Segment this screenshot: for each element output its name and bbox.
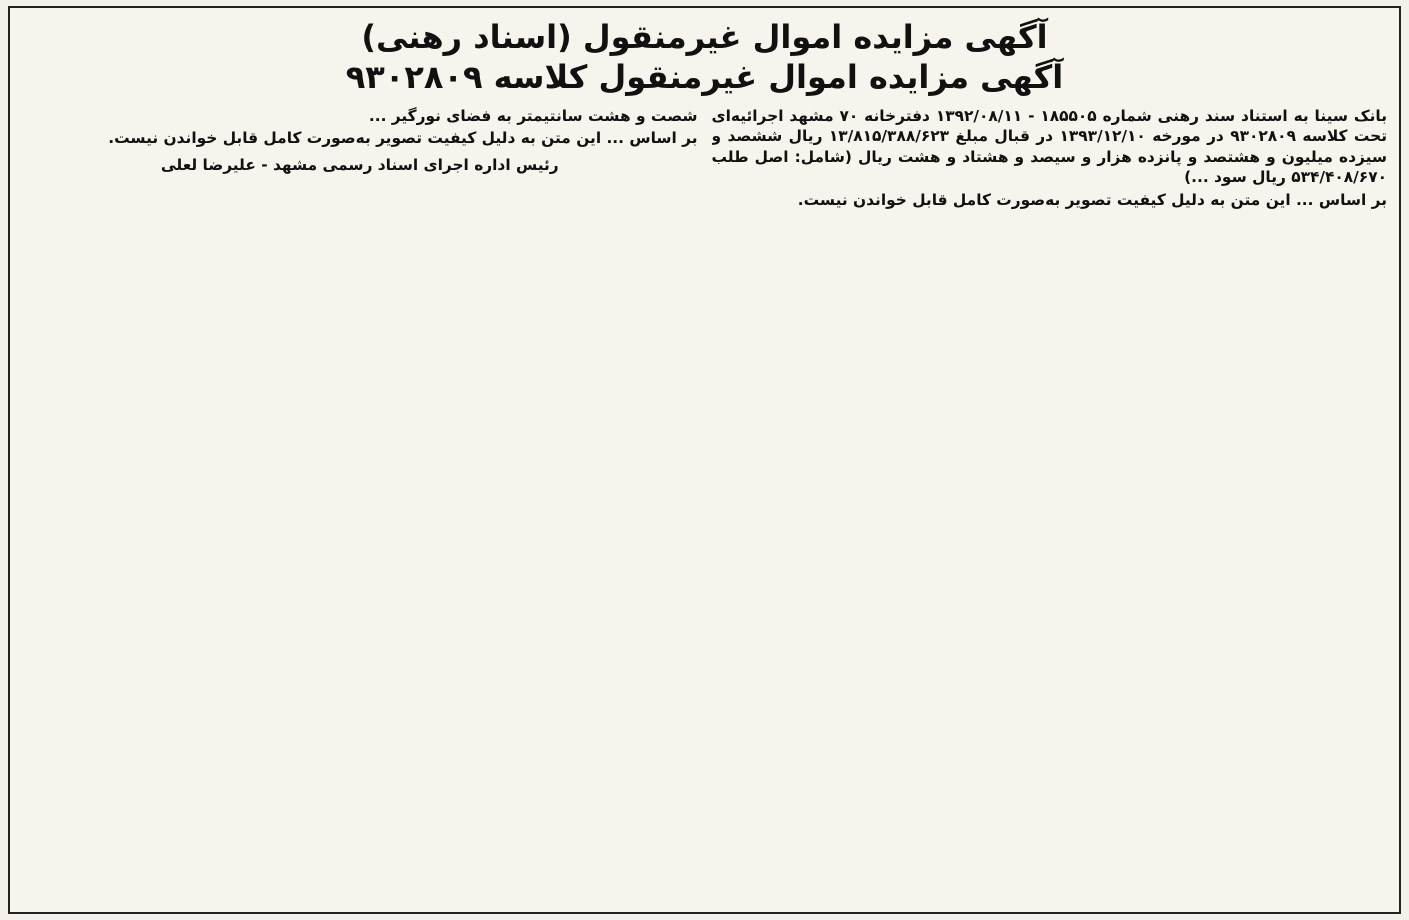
right-paragraph: بر اساس ... این متن به دلیل کیفیت تصویر به‌صورت کامل قابل خواندن نیست. <box>797 190 1387 209</box>
ad-body <box>22 106 1387 898</box>
ad-title-line1: آگهی مزایده اموال غیرمنقول (اسناد رهنی) <box>361 18 1048 56</box>
signature: رئیس اداره اجرای اسناد رسمی مشهد - علیرضا لعلی <box>160 155 559 174</box>
right-paragraph: بانک سینا به استناد سند رهنی شماره ۱۸۵۵۰۵ - ۱۳۹۲/۰۸/۱۱ دفترخانه ۷۰ مشهد اجرائیه‌ای تحت کلاسه ۹۳۰۲۸۰۹ در مورخه ۱۳۹۳/۱۲/۱۰ در قبال مبلغ ۱۳/۸۱۵/۳۸۸/۶۲۳ ریال ششصد و سیزده میلیون و هشتصد و پانزده هزار و سیصد و هشتاد و هشت ریال (شامل: اصل طلب ۵۳۴/۴۰۸/۶۷۰ ریال سود ...) <box>711 107 1387 187</box>
left-column <box>22 106 698 898</box>
ad-title-line2: آگهی مزایده اموال غیرمنقول کلاسه ۹۳۰۲۸۰۹ <box>345 58 1064 96</box>
newspaper-ad <box>8 6 1401 914</box>
left-paragraph: شصت و هشت سانتیمتر به فضای نورگیر ... <box>368 107 698 125</box>
right-column <box>712 106 1388 898</box>
left-paragraph: بر اساس ... این متن به دلیل کیفیت تصویر به‌صورت کامل قابل خواندن نیست. <box>108 129 698 148</box>
